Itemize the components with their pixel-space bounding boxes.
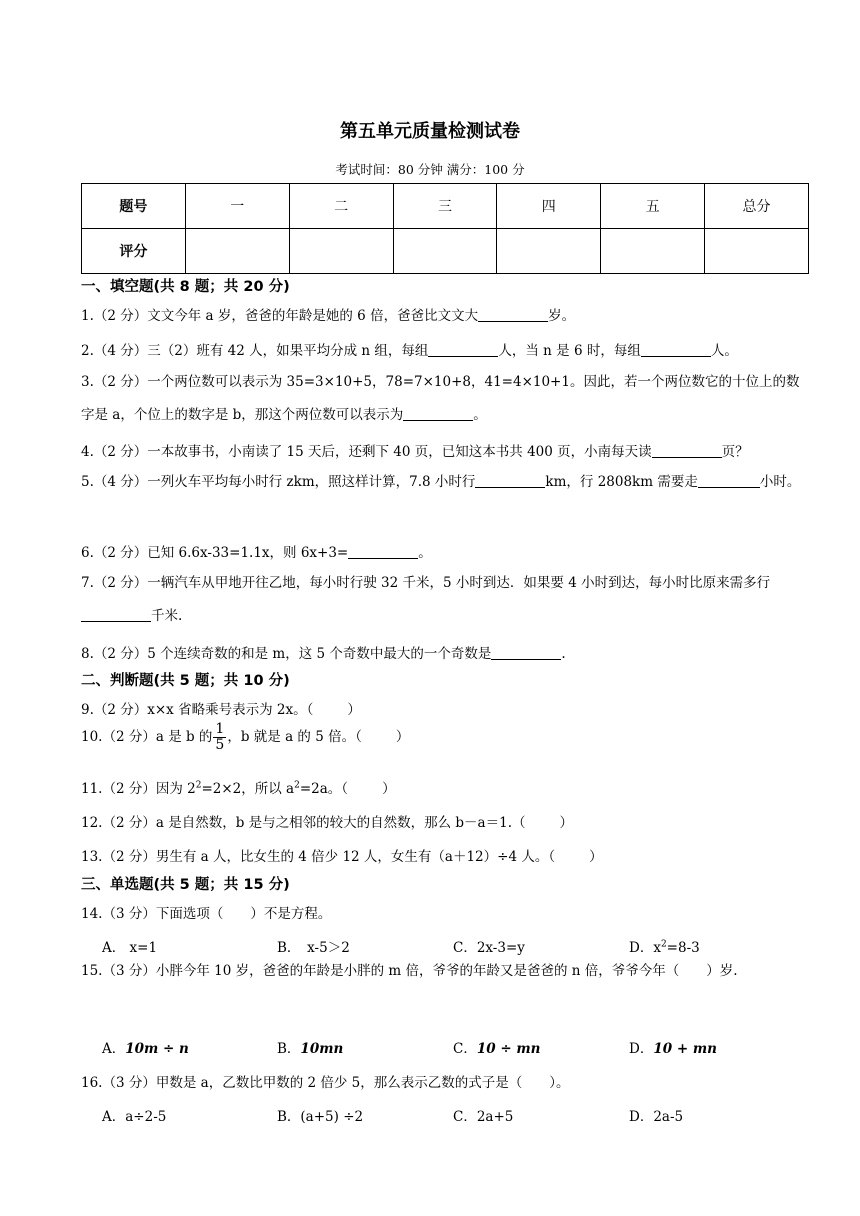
question-text: 千米. [151, 608, 183, 624]
option-letter: D． [629, 1041, 654, 1057]
question-4 [81, 440, 811, 460]
answer-blank[interactable] [491, 645, 561, 660]
option-letter: A． [102, 1041, 126, 1057]
question-text: ） [559, 815, 573, 831]
question-text: ） [395, 729, 410, 745]
question-11 [81, 777, 811, 797]
fraction-denominator: 5 [215, 737, 225, 753]
question-8 [81, 642, 811, 662]
answer-blank[interactable] [81, 607, 151, 622]
option-b[interactable]: B．(a+5) ÷2 [277, 1109, 364, 1125]
answer-blank[interactable] [641, 342, 711, 357]
question-text: =2a。（ [299, 781, 349, 797]
option-d[interactable] [629, 1037, 717, 1057]
score-table [81, 183, 809, 274]
question-text: ） [382, 781, 396, 797]
option-expression: 10 ÷ mn [476, 1041, 541, 1057]
option-a[interactable]: A．a÷2-5 [102, 1109, 167, 1125]
answer-blank[interactable] [478, 307, 548, 322]
option-c[interactable]: C．2x-3=y [453, 940, 525, 956]
question-text: 7.（2 分）一辆汽车从甲地开往乙地，每小时行驶 32 千米，5 小时到达．如果要 4 小时到达，每小时比原来需多行 [81, 575, 771, 591]
question-text: 10.（2 分）a 是 b 的 [81, 729, 213, 745]
option-text: D．x [629, 940, 661, 956]
question-text: ，b 就是 a 的 5 倍。（ [227, 729, 362, 745]
answer-blank[interactable] [652, 443, 722, 458]
option-expression: 10mn [300, 1041, 344, 1057]
option-d[interactable] [629, 936, 700, 956]
question-1 [81, 304, 811, 324]
question-text: 人。 [710, 343, 738, 359]
option-a[interactable] [102, 1037, 189, 1057]
question-13 [81, 845, 811, 865]
question-text: 12.（2 分）a 是自然数，b 是与之相邻的较大的自然数，那么 b－a＝1.（ [81, 815, 526, 831]
question-text: 人，当 n 是 6 时，每组 [498, 343, 641, 359]
question-text: 3.（2 分）一个两位数可以表示为 35=3×10+5，78=7×10+8，41=4×10+1。因此，若一个两位数它的十位上的数字是 a，个位上的数字是 b，那这个两位数可以表示为 [81, 374, 800, 423]
score-entry-4[interactable] [497, 229, 601, 274]
question-5 [81, 466, 811, 499]
question-text: 岁。 [548, 308, 576, 324]
option-expression: 10m ÷ n [125, 1041, 189, 1057]
answer-blank[interactable] [348, 544, 418, 559]
score-cell-col2: 二 [289, 184, 393, 229]
question-text: 4.（2 分）一本故事书，小南读了 15 天后，还剩下 40 页，已知这本书共 400 页，小南每天读 [81, 444, 652, 460]
option-a[interactable]: A． x=1 [102, 940, 158, 956]
question-text: 2.（4 分）三（2）班有 42 人，如果平均分成 n 组，每组 [81, 343, 429, 359]
question-text: 9.（2 分）x×x 省略乘号表示为 2x。（ [81, 702, 314, 718]
question-text: 6.（2 分）已知 6.6x-33=1.1x，则 6x+3= [81, 545, 349, 561]
score-cell-total: 总分 [705, 184, 809, 229]
question-text: 。 [418, 545, 432, 561]
option-b[interactable] [277, 1037, 343, 1057]
exam-info: 考试时间：80 分钟 满分：100 分 [335, 162, 525, 177]
score-entry-5[interactable] [601, 229, 705, 274]
question-14: 14.（3 分）下面选项（ ）不是方程。 [81, 906, 332, 922]
page-title: 第五单元质量检测试卷 [340, 121, 520, 142]
option-b[interactable]: B． x-5＞2 [277, 940, 350, 956]
question-7 [81, 567, 811, 633]
option-d[interactable]: D．2a-5 [629, 1109, 684, 1125]
answer-blank[interactable] [428, 342, 498, 357]
question-text: km，行 2808km 需要走 [545, 474, 698, 490]
question-text: 1.（2 分）文文今年 a 岁，爸爸的年龄是她的 6 倍，爸爸比文文大 [81, 308, 479, 324]
question-10 [81, 722, 811, 753]
superscript: 2 [294, 780, 300, 791]
question-text: . [561, 646, 566, 662]
score-table-header-row [82, 184, 809, 229]
option-expression: 10 + mn [653, 1041, 717, 1057]
option-c[interactable] [453, 1037, 540, 1057]
superscript: 2 [195, 780, 202, 791]
section-true-false-heading: 二、判断题(共 5 题；共 10 分) [81, 673, 290, 689]
question-2 [81, 339, 811, 359]
score-cell-label: 题号 [82, 184, 186, 229]
score-row-label: 评分 [82, 229, 186, 274]
question-text: 5.（4 分）一列火车平均每小时行 zkm，照这样计算，7.8 小时行 [81, 474, 476, 490]
superscript: 2 [660, 939, 667, 950]
score-entry-total[interactable] [705, 229, 809, 274]
question-9 [81, 698, 811, 718]
option-c[interactable]: C．2a+5 [453, 1109, 514, 1125]
score-cell-col3: 三 [393, 184, 497, 229]
answer-blank[interactable] [403, 406, 473, 421]
question-6 [81, 541, 811, 561]
option-letter: C． [453, 1041, 477, 1057]
question-text: =2×2，所以 a [201, 781, 295, 797]
fraction-one-fifth [213, 722, 226, 753]
option-letter: B． [277, 1041, 301, 1057]
question-text: 页？ [721, 444, 749, 460]
question-text: 8.（2 分）5 个连续奇数的和是 m，这 5 个奇数中最大的一个奇数是 [81, 646, 492, 662]
score-entry-2[interactable] [289, 229, 393, 274]
question-text: ） [347, 702, 361, 718]
fraction-numerator: 1 [215, 721, 225, 737]
score-entry-1[interactable] [185, 229, 289, 274]
answer-blank[interactable] [475, 473, 545, 488]
score-table-score-row [82, 229, 809, 274]
score-cell-col5: 五 [601, 184, 705, 229]
question-text: 。 [473, 407, 487, 423]
option-text: =8-3 [666, 940, 700, 956]
score-cell-col1: 一 [185, 184, 289, 229]
question-3 [81, 366, 811, 432]
question-text: 11.（2 分）因为 2 [81, 781, 196, 797]
score-entry-3[interactable] [393, 229, 497, 274]
section-fill-in-heading: 一、填空题(共 8 题；共 20 分) [81, 279, 290, 295]
question-text: 小时。 [759, 474, 801, 490]
question-text: ） [589, 849, 603, 865]
question-15: 15.（3 分）小胖今年 10 岁，爸爸的年龄是小胖的 m 倍，爷爷的年龄又是爸爸的 n 倍，爷爷今年（ ）岁. [81, 963, 738, 979]
question-12 [81, 811, 811, 831]
question-16: 16.（3 分）甲数是 a，乙数比甲数的 2 倍少 5，那么表示乙数的式子是（ ）。 [81, 1075, 570, 1091]
question-text: 13.（2 分）男生有 a 人，比女生的 4 倍少 12 人，女生有（a＋12）÷4 人。（ [81, 849, 556, 865]
answer-blank[interactable] [698, 473, 760, 488]
section-multiple-choice-heading: 三、单选题(共 5 题；共 15 分) [81, 877, 290, 893]
score-cell-col4: 四 [497, 184, 601, 229]
